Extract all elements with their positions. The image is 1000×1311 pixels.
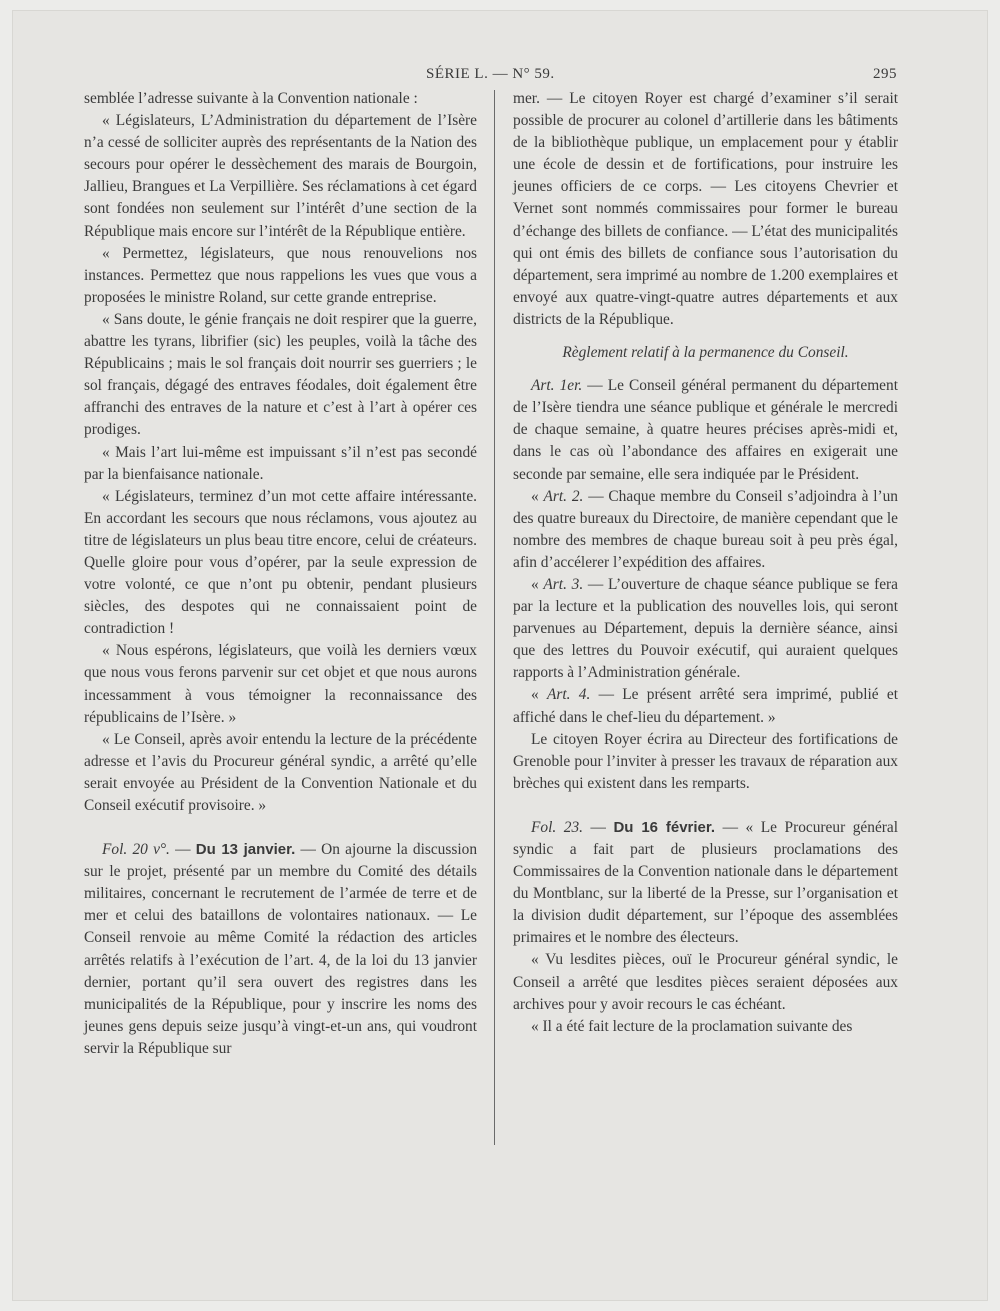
folio-entry: Fol. 23. — Du 16 février. — « Le Procureur général syndic a fait part de plusieurs proclamations des Commissaires de la Convention nationale dans le département du Montblanc, sur la liberté de la Presse, sur l’organisation et la division dudit département, sur l’époque des assemblées primaires et le nombre des électeurs.: [513, 818, 899, 947]
paragraph: « Vu lesdites pièces, ouï le Procureur général syndic, le Conseil a arrêté que lesdites pièces seraient déposées aux archives pour y avoir recours le cas échéant.: [513, 951, 898, 1013]
entry-text: — « Le Procureur général syndic a fait part de plusieurs proclamations des Commissaires de la Convention nationale dans le département du Montblanc, sur la liberté de la Presse, sur l’organisation et la division dudit département, sur l’époque des assemblées primaires et le nombre des électeurs.: [513, 818, 899, 947]
paragraph: semblée l’adresse suivante à la Convention nationale :: [84, 90, 418, 107]
paragraph: « Permettez, législateurs, que nous renouvelions nos instances. Permettez que nous rappelions les vues que vous a proposées le ministre Roland, sur cette grande entreprise.: [84, 244, 477, 306]
paragraph: Le citoyen Royer écrira au Directeur des fortifications de Grenoble pour l’inviter à presser les travaux de réparation aux brèches qui existent dans les remparts.: [513, 730, 898, 792]
column-divider: [494, 90, 495, 1145]
page-header: [0, 66, 1000, 86]
article-4: [513, 684, 898, 728]
quote-mark: «: [531, 575, 544, 593]
article-2: [513, 486, 898, 574]
folio-entry: Fol. 20 v°. — Du 13 janvier. — On ajourne la discussion sur le projet, présenté par un membre du Comité des détails militaires, concernant le recrutement de l’armée de terre et de mer et celui des bataillons de volontaires nationaux. — Le Conseil renvoie au même Comité la rédaction des articles arrêtés relatifs à l’exécution de l’art. 4, de la loi du 13 janvier dernier, portant qu’il sera ouvert des registres dans les municipalités de la République, pour y inscrire les noms des jeunes gens depuis seize jusqu’à vingt-et-un ans, qui voudront servir la République sur: [84, 841, 478, 1057]
paragraph: « Législateurs, terminez d’un mot cette affaire intéressante. En accordant les secours que nous réclamons, vous ajoutez au titre de législateurs un plus beau titre encore, celui de créateurs. Quelle gloire pour vous d’opérer, par la seule expression de votre volonté, ce que n’ont pu obtenir, pendant plusieurs siècles, des despotes qui ne connaissaient point de contradiction !: [84, 487, 477, 638]
paragraph: « Nous espérons, législateurs, que voilà les derniers vœux que nous vous ferons parvenir sur cet objet et que nous aurons incessamment à vous témoigner la reconnaissance des républicains de l’Isère. »: [84, 642, 477, 726]
paragraph: « Il a été fait lecture de la proclamation suivante des: [531, 1017, 853, 1035]
paragraph: « Mais l’art lui-même est impuissant s’il n’est pas secondé par la bienfaisance nationale.: [84, 443, 477, 483]
paragraph: « Législateurs, L’Administration du département de l’Isère n’a cessé de solliciter auprès des représentants de la Nation des secours pour opérer le dessèchement des marais de Bourgoin, Jallieu, Brangues et La Verpillière. Ses réclamations à cet égard sont fondées non seulement sur l’intérêt d’une section de la République mais encore sur l’intérêt de la République entière.: [84, 112, 477, 240]
article-text: — Chaque membre du Conseil s’adjoindra à l’un des quatre bureaux du Directoire, de manière cependant que le nombre des membres de chaque bureau soit à peu près égal, afin d’accélerer l’expédition des affaires.: [513, 487, 899, 571]
article-label: Art. 4.: [546, 686, 591, 704]
article-text: — Le présent arrêté sera imprimé, publié et affiché dans le chef-lieu du département. »: [513, 686, 899, 726]
section-title: Règlement relatif à la permanence du Conseil.: [562, 344, 849, 362]
right-column: [513, 88, 898, 1038]
entry-text: — On ajourne la discussion sur le projet, présenté par un membre du Comité des détails militaires, concernant le recrutement de l’armée de terre et de mer et celui des bataillons de volontaires nationaux. — Le Conseil renvoie au même Comité la rédaction des articles arrêtés relatifs à l’exécution de l’art. 4, de la loi du 13 janvier dernier, portant qu’il sera ouvert des registres dans les municipalités de la République, pour y inscrire les noms des jeunes gens depuis seize jusqu’à vingt-et-un ans, qui voudront servir la République sur: [84, 841, 478, 1057]
article-1: [513, 375, 898, 485]
article-text: — Le Conseil général permanent du département de l’Isère tiendra une séance publique et générale le mercredi de chaque semaine, à quatre heures précises après-midi et, dans le cas où l’abondance des affaires en exigerait une seconde par semaine, elle sera indiquée par le Président.: [513, 377, 898, 483]
paragraph: mer. — Le citoyen Royer est chargé d’examiner s’il serait possible de procurer au colonel d’artillerie dans les bâtiments de la bibliothèque publique, un emplacement pour y établir une école de dessin et de fortifications, pour instruire les jeunes officiers de ce corps. — Les citoyens Chevrier et Vernet sont nommés commissaires pour former le bureau d’échange des billets de confiance. — L’état des municipalités qui ont émis des billets de confiance sous l’autorisation du département, sera imprimé au nombre de 1.200 exemplaires et envoyé aux quatre-vingt-quatre autres départements et aux districts de la République.: [513, 90, 898, 328]
quote-mark: «: [531, 487, 544, 505]
folio-reference: Fol. 20 v°.: [102, 841, 170, 859]
left-column: [84, 88, 477, 1060]
article-label: Art. 1er.: [531, 377, 583, 395]
article-3: [513, 574, 898, 684]
quote-mark: «: [531, 686, 547, 704]
entry-date: Du 16 février.: [613, 818, 716, 836]
article-label: Art. 2.: [543, 487, 584, 505]
page-number: 295: [873, 66, 897, 82]
paragraph: « Sans doute, le génie français ne doit respirer que la guerre, abattre les tyrans, librifier (sic) les peuples, voilà la tâche des Républicains ; mais le sol français doit nourrir ses guerriers ; le sol français, dégagé des entraves féodales, doit également être affranchi des entraves de la nature et c’est à l’art à opérer ces prodiges.: [84, 310, 477, 439]
paragraph: « Le Conseil, après avoir entendu la lecture de la précédente adresse et l’avis du Procureur général syndic, a arrêté qu’elle serait envoyée au Président de la Convention Nationale et du Conseil exécutif provisoire. »: [84, 730, 477, 814]
article-label: Art. 3.: [543, 575, 584, 593]
folio-reference: Fol. 23.: [531, 818, 583, 836]
article-text: — L’ouverture de chaque séance publique se fera par la lecture et la publication des nouvelles lois, qui seront parvenues au Département, depuis la dernière séance, ainsi que des lettres du Pouvoir exécutif, qui auraient quelques rapports à l’Administration générale.: [513, 575, 898, 682]
running-head: SÉRIE L. — N° 59.: [426, 66, 555, 82]
entry-date: Du 13 janvier.: [195, 841, 296, 859]
